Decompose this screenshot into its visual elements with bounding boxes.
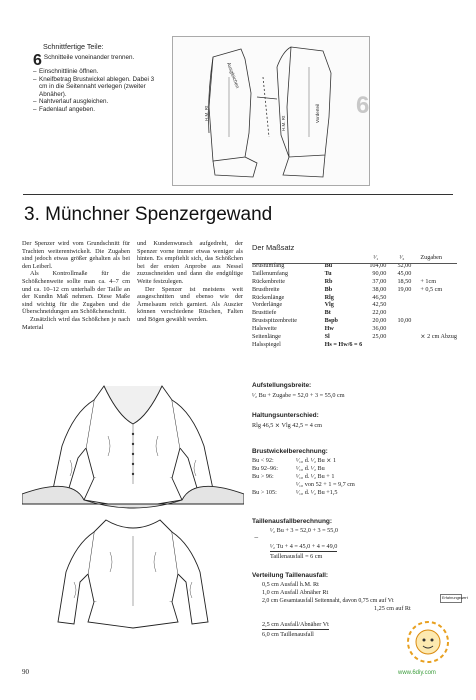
- step-bullet: – Kneifbetrag Brustwickel ablegen. Dabei 3 cm in die Seitennaht verlegen (zweiter Abnäher).: [33, 76, 161, 99]
- section-heading: Schnittfertige Teile:: [43, 42, 104, 51]
- top-section: [0, 0, 476, 190]
- measure-name: Brusttiefe: [252, 309, 277, 317]
- measure-half: 45,00: [397, 269, 412, 277]
- pattern-label: H.M. Rt: [204, 105, 209, 121]
- calc-row: Bu > 105: ¹⁄₁₀ d. ¹⁄₂ Bu +1,5: [252, 489, 338, 496]
- calc-heading: Brustwickelberechnung:: [252, 448, 328, 455]
- measure-extra: [414, 294, 457, 302]
- measure-half: 18,50: [397, 277, 412, 285]
- step-bullet: – Fadenlauf angeben.: [33, 106, 161, 114]
- pattern-label: Vorderteil: [315, 103, 320, 123]
- watermark-url: www.6diy.com: [398, 670, 436, 676]
- calc-row: ¹⁄₁₀ von 52 + 1 = 9,7 cm: [296, 481, 355, 488]
- measure-full: [362, 341, 389, 349]
- calc-heading: Taillenausfallberechnung:: [252, 518, 333, 525]
- measure-half: [389, 301, 414, 309]
- calc-line: ¹⁄₂ Bu + Zugabe = 52,0 + 3 = 55,0 cm: [252, 392, 345, 399]
- measure-extra: [414, 309, 457, 317]
- measure-half: [389, 294, 414, 302]
- minus-icon: −: [254, 533, 259, 542]
- jacket-illustrations: [22, 376, 244, 644]
- table-row: [252, 301, 457, 309]
- page-number: 90: [22, 668, 29, 676]
- calc-row: ¹⁄₂ Tu + 4 = 45,0 + 4 = 49,0: [270, 543, 338, 550]
- calc-row: 1,25 cm auf Rt: [374, 605, 411, 612]
- measure-extra: [414, 270, 457, 278]
- measure-abbr: Tu: [324, 269, 332, 277]
- calc-row: Taillenausfall = 6 cm: [270, 553, 323, 560]
- measure-full: 42,50: [372, 301, 387, 309]
- measure-abbr: Bt: [324, 309, 331, 317]
- measure-full: 38,00: [372, 285, 387, 293]
- massatz-heading: Der Maßsatz: [252, 243, 295, 252]
- figure-number: 6: [356, 92, 370, 119]
- measure-half: [389, 325, 414, 333]
- measure-full: 46,50: [372, 293, 387, 301]
- watermark-logo: [404, 618, 452, 666]
- erfahrungswert-note: Erfahrungswert: [440, 594, 462, 603]
- measure-half: 52,00: [397, 261, 412, 269]
- jacket-drawing: [22, 376, 244, 644]
- column-header: Zugaben: [420, 254, 443, 261]
- step-number: 6: [33, 52, 42, 69]
- measure-abbr: Hw: [324, 325, 334, 333]
- measure-name: Rückenbreite: [252, 277, 285, 285]
- table-row: [252, 286, 457, 294]
- measure-name: Brustspitzenbreite: [252, 317, 298, 325]
- measure-full: 22,00: [372, 309, 387, 317]
- measure-abbr: Bb: [324, 285, 333, 293]
- measure-full: 104,00: [369, 261, 387, 269]
- massatz-table: [252, 254, 457, 349]
- measure-name: Rückenlänge: [252, 293, 285, 301]
- calc-row: Bu 92–96: ¹⁄₁₀ d. ¹⁄₂ Bu: [252, 465, 325, 472]
- calc-row: ¹⁄₂ Bu + 3 = 52,0 + 3 = 55,0: [270, 527, 338, 534]
- calc-row: 6,0 cm Taillenausfall: [262, 631, 314, 638]
- table-header-row: [252, 254, 457, 262]
- measure-extra: [414, 341, 457, 349]
- calc-haltung: [252, 412, 457, 430]
- measure-extra: [414, 325, 457, 333]
- table-row: [252, 309, 457, 317]
- step-block: [33, 54, 161, 114]
- calc-taillen: [252, 518, 457, 561]
- measure-name: Seitenlänge: [252, 333, 281, 341]
- measure-half: [389, 333, 414, 341]
- measure-abbr: Sl: [324, 333, 330, 341]
- calc-line: Rlg 46,5 ⨯ Vlg 42,5 = 4 cm: [252, 422, 322, 429]
- measure-half: [389, 309, 414, 317]
- measure-extra: [414, 301, 457, 309]
- table-row: [252, 278, 457, 286]
- intro-col-1: [22, 240, 130, 331]
- measure-half: 10,00: [397, 317, 412, 325]
- measure-name: Taillenumfang: [252, 269, 288, 277]
- measure-abbr: Bspb: [324, 317, 338, 325]
- diy-logo-icon: [404, 618, 452, 666]
- calc-aufstellung: [252, 382, 457, 400]
- pattern-figure-frame: [172, 36, 370, 186]
- calc-brustwickel: [252, 448, 457, 497]
- measure-name: Halsweite: [252, 325, 277, 333]
- intro-paragraph: Der Spenzer ist meistens weit ausgeschnitten und ebenso wie der Ärmelsaum reich garniert. Als Auszier können verschiedene Rüschen, Falten und Bögen gewählt werden.: [137, 285, 243, 323]
- intro-paragraph: und Kundenwunsch aufgedreht, der Spenzer vorne immer etwas weniger als hinten. Es empfiehlt sich, das Schößchen bei der ersten Anprobe aus Nessel zuzuschneiden und dann die endgültige Weite festzulegen.: [137, 240, 243, 285]
- measure-abbr: Vlg: [324, 301, 334, 309]
- measure-name: Brustbreite: [252, 285, 280, 293]
- measure-extra: + 0,5 cm: [420, 285, 443, 293]
- table-row: [252, 333, 457, 341]
- step-first: Schnitteile voneinander trennen.: [43, 54, 135, 61]
- calc-row: Bu > 96: ¹⁄₁₀ d. ¹⁄₂ Bu + 1: [252, 473, 335, 480]
- calc-row: 1,0 cm Ausfall Abnäher Rt: [262, 589, 329, 596]
- measure-name: Vorderlänge: [252, 301, 283, 309]
- measure-abbr: Rb: [324, 277, 333, 285]
- table-row: [252, 317, 457, 325]
- measure-full: 37,00: [372, 277, 387, 285]
- measure-abbr: Hs = Hw/6 = 6: [324, 340, 363, 348]
- calc-heading: Haltungsunterschied:: [252, 412, 319, 419]
- massatz-table-wrap: [252, 254, 457, 349]
- measure-name: Brustumfang: [252, 261, 285, 269]
- pattern-drawing: [173, 37, 369, 185]
- column-header: ¹⁄₂: [399, 254, 405, 261]
- step-bullets: [33, 68, 161, 114]
- intro-paragraph: Zusätzlich wird das Schößchen je nach Material: [22, 315, 130, 331]
- measure-full: 20,00: [372, 317, 387, 325]
- intro-paragraph: Der Spenzer wird vom Grundschnitt für Trachten weiterentwickelt. Die Zugaben sind jedoch etwas größer gehalten als bei den Leiberl.: [22, 240, 130, 270]
- measure-extra: + 1cm: [420, 277, 437, 285]
- measure-abbr: Bu: [324, 261, 333, 269]
- measure-full: 90,00: [372, 269, 387, 277]
- divider: [23, 194, 453, 195]
- chapter-title: 3. Münchner Spenzergewand: [24, 204, 273, 225]
- measure-extra: ⨯ 2 cm Abzug: [420, 333, 457, 341]
- step-bullet: – Einschnittlinie öffnen.: [33, 68, 161, 76]
- table-row: [252, 341, 457, 349]
- measure-full: 36,00: [372, 325, 387, 333]
- measure-extra: [414, 317, 457, 325]
- measure-half: 19,00: [397, 285, 412, 293]
- measure-name: Halsspiegel: [252, 340, 281, 348]
- calc-heading: Aufstellungsbreite:: [252, 382, 312, 389]
- calc-heading: Verteilung Taillenausfall:: [252, 572, 329, 579]
- column-header: ¹⁄₁: [373, 254, 379, 261]
- calc-row: Bu < 92: ¹⁄₁₀ d. ¹⁄₂ Bu ⨯ 1: [252, 457, 337, 464]
- measure-abbr: Rlg: [324, 293, 334, 301]
- intro-paragraph: Als Kontrollmaße für die Schößchenweite sollte man ca. 4–7 cm und ca. 10–12 cm unterhalb der Taille an der Kundin Maß nehmen. Diese Maße sind wichtig für die Zugaben und die Überschneidungen am Schößchenschnitt.: [22, 270, 130, 316]
- calc-row: 2,5 cm Ausfall/Abnäher Vt: [262, 621, 329, 628]
- measure-full: 25,00: [372, 333, 387, 341]
- massatz-rule: [252, 263, 457, 264]
- massatz-rows: [252, 262, 457, 349]
- table-row: [252, 294, 457, 302]
- table-row: [252, 270, 457, 278]
- table-row: [252, 325, 457, 333]
- intro-col-2: [137, 240, 243, 324]
- pattern-label: Ausgleichen: [225, 61, 241, 90]
- measure-half: [389, 341, 414, 349]
- calc-row: 0,5 cm Ausfall h.M. Rt: [262, 581, 319, 588]
- pattern-label: H.M. Rt: [281, 115, 286, 131]
- calc-row: 2,0 cm Gesamtausfall Seitennaht, davon 0,75 cm auf Vt: [262, 598, 394, 604]
- step-bullet: – Nahtverlauf ausgleichen.: [33, 98, 161, 106]
